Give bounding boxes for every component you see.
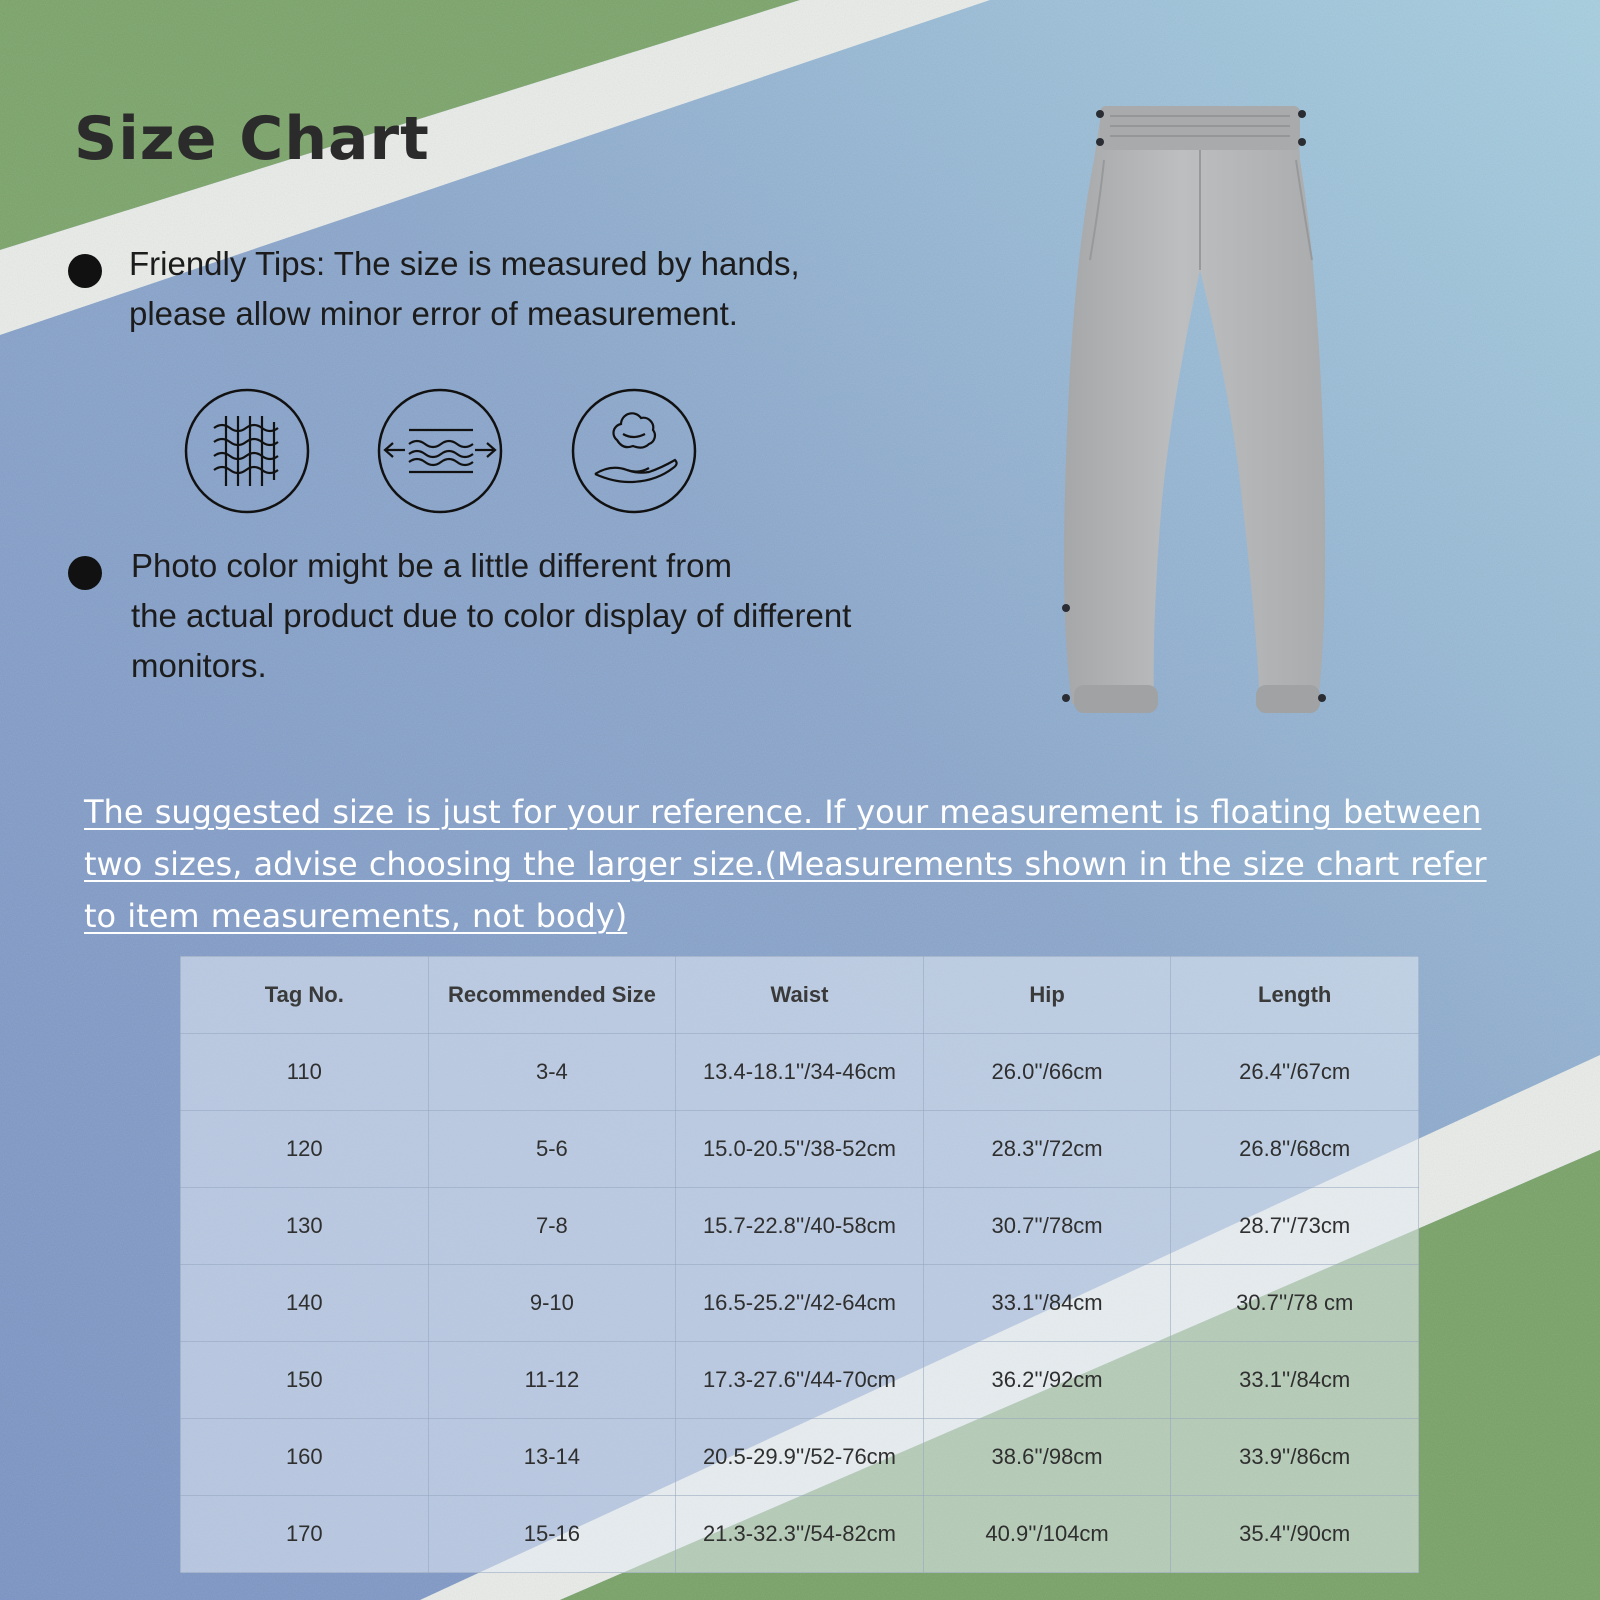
waist-cell: 21.3-32.3''/54-82cm xyxy=(676,1496,924,1573)
tag-no-cell: 150 xyxy=(181,1342,429,1419)
waist-cell: 15.0-20.5''/38-52cm xyxy=(676,1111,924,1188)
table-row xyxy=(181,1111,1419,1188)
header-hip: Hip xyxy=(923,957,1171,1034)
tag-no-cell: 110 xyxy=(181,1034,429,1111)
hip-cell: 30.7''/78cm xyxy=(923,1188,1171,1265)
tip-measurement-text: Friendly Tips: The size is measured by hands, please allow minor error of measurement. xyxy=(129,245,800,332)
length-cell: 33.1''/84cm xyxy=(1171,1342,1419,1419)
header-length: Length xyxy=(1171,957,1419,1034)
table-body xyxy=(181,1034,1419,1573)
tip-photo-color-text: Photo color might be a little different from the actual product due to color display of different monitors. xyxy=(131,547,852,684)
table-row xyxy=(181,1342,1419,1419)
stretch-fabric-icon xyxy=(377,388,503,514)
tag-no-cell: 140 xyxy=(181,1265,429,1342)
waist-cell: 15.7-22.8''/40-58cm xyxy=(676,1188,924,1265)
waist-cell: 17.3-27.6''/44-70cm xyxy=(676,1342,924,1419)
soft-cotton-hand-icon xyxy=(571,388,697,514)
hip-cell: 38.6''/98cm xyxy=(923,1419,1171,1496)
table-row xyxy=(181,1496,1419,1573)
tip-photo-color xyxy=(131,541,1031,691)
hip-cell: 33.1''/84cm xyxy=(923,1265,1171,1342)
fabric-weave-icon xyxy=(184,388,310,514)
waist-cell: 16.5-25.2''/42-64cm xyxy=(676,1265,924,1342)
tag-no-cell: 120 xyxy=(181,1111,429,1188)
table-row xyxy=(181,1265,1419,1342)
bullet-dot xyxy=(68,556,102,590)
hip-cell: 26.0''/66cm xyxy=(923,1034,1171,1111)
tag-no-cell: 130 xyxy=(181,1188,429,1265)
bullet-dot xyxy=(68,254,102,288)
tag-no-cell: 170 xyxy=(181,1496,429,1573)
hip-cell: 40.9''/104cm xyxy=(923,1496,1171,1573)
length-cell: 26.4''/67cm xyxy=(1171,1034,1419,1111)
product-photo-pants xyxy=(1060,100,1340,740)
header-recommended-size: Recommended Size xyxy=(428,957,676,1034)
recommended-size-cell: 9-10 xyxy=(428,1265,676,1342)
length-cell: 30.7''/78 cm xyxy=(1171,1265,1419,1342)
length-cell: 35.4''/90cm xyxy=(1171,1496,1419,1573)
hip-cell: 36.2''/92cm xyxy=(923,1342,1171,1419)
length-cell: 33.9''/86cm xyxy=(1171,1419,1419,1496)
header-waist: Waist xyxy=(676,957,924,1034)
recommended-size-cell: 5-6 xyxy=(428,1111,676,1188)
recommended-size-cell: 15-16 xyxy=(428,1496,676,1573)
tip-measurement xyxy=(129,239,1009,339)
header-tag-no: Tag No. xyxy=(181,957,429,1034)
page-title: Size Chart xyxy=(74,104,430,174)
length-cell: 26.8''/68cm xyxy=(1171,1111,1419,1188)
waist-cell: 13.4-18.1''/34-46cm xyxy=(676,1034,924,1111)
table-header-row xyxy=(181,957,1419,1034)
hip-cell: 28.3''/72cm xyxy=(923,1111,1171,1188)
recommended-size-cell: 3-4 xyxy=(428,1034,676,1111)
table-row xyxy=(181,1034,1419,1111)
waist-cell: 20.5-29.9''/52-76cm xyxy=(676,1419,924,1496)
length-cell: 28.7''/73cm xyxy=(1171,1188,1419,1265)
recommended-size-cell: 11-12 xyxy=(428,1342,676,1419)
recommended-size-cell: 7-8 xyxy=(428,1188,676,1265)
tag-no-cell: 160 xyxy=(181,1419,429,1496)
size-table xyxy=(180,956,1419,1573)
recommended-size-cell: 13-14 xyxy=(428,1419,676,1496)
table-row xyxy=(181,1188,1419,1265)
size-reference-note: The suggested size is just for your reference. If your measurement is floating between two sizes, advise choosing the larger size.(Measurements shown in the size chart refer to item measurements, not body) xyxy=(84,793,1487,935)
table-row xyxy=(181,1419,1419,1496)
